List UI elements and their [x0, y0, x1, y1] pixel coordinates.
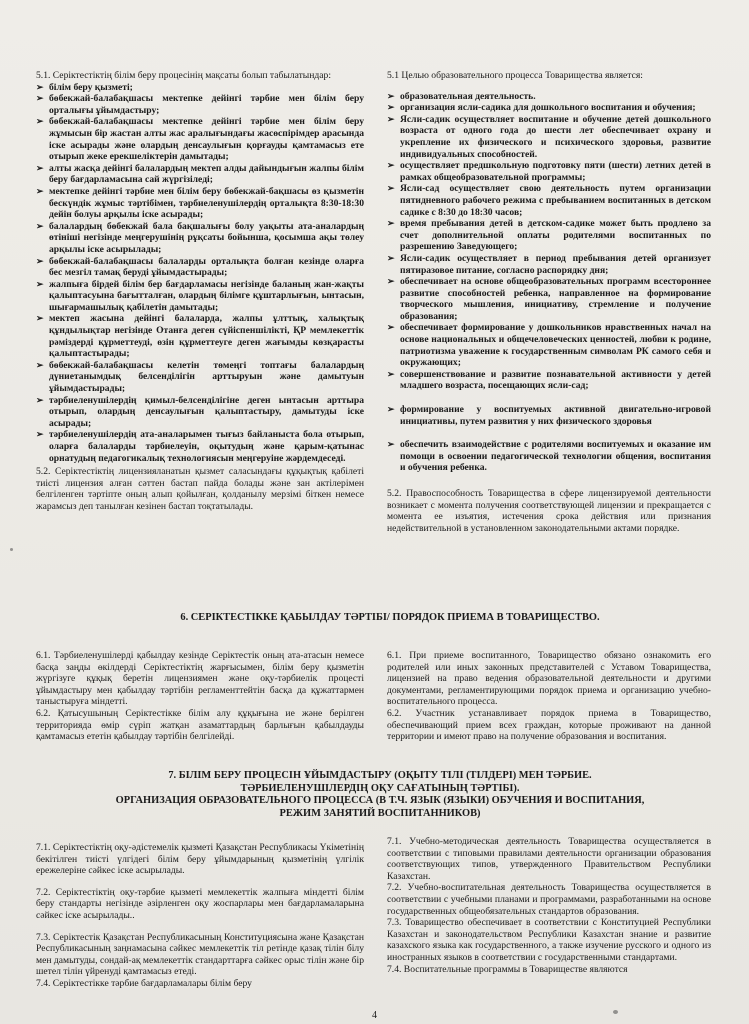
- list-item: ➢ Ясли-сад осуществляет свою деятельность путем организации пятидневного рабочего режима с пребыванием воспитанных в детском садике с 8:30 до 18:30 часов;: [387, 183, 711, 218]
- list-item: ➢ бөбекжай-балабақшасы мектепке дейінгі тәрбие мен білім беру орталығы ұйымдастыру;: [36, 93, 364, 116]
- para-7-3-ru: 7.3. Товарищество обеспечивает в соответствии с Конституцией Республики Казахстан и законодательством Республики Казахстан знание и развитие казахского языка как государственного, а также изучение русского и одного из иностранных языков в соответствии с государственными стандартами.: [387, 917, 711, 963]
- checkmark-bullet-icon: ➢: [36, 93, 44, 104]
- list-item: ➢ обеспечивает на основе общеобразовательных программ всестороннее развитие способностей ребенка, направленное на формирование творческого мышления, инициативу, стремление и получение образования;: [387, 276, 711, 322]
- list-item: ➢ алты жасқа дейінгі балалардың мектеп алды дайындығын жалпы білім беру бағдарламасына сай жүргізіледі;: [36, 162, 364, 186]
- scan-smudge: [10, 548, 13, 551]
- section-5-kz: [36, 70, 364, 513]
- checkmark-bullet-icon: ➢: [387, 252, 395, 263]
- para-7-1-kz: 7.1. Серіктестіктің оқу-әдістемелік қызметі Қазақстан Республикасы Үкіметінің бекітілген тиісті үлгідегі білім беру ұйымдарының қызметінің үлгілік ережелеріне сәйкес іске асырылады.: [36, 842, 364, 877]
- list-item: ➢ мектеп жасына дейінгі балаларда, жалпы ұлттық, халықтық құндылықтар негізінде Отанға деген сүйіспеншілікті, ҚР мемлекеттік рәміздерді құрметтеуді, өзін құрметтеуге деген жағымды көзқарасты қалыптастырады;: [36, 313, 364, 360]
- checkmark-bullet-icon: ➢: [387, 322, 395, 333]
- checkmark-bullet-icon: ➢: [387, 218, 395, 229]
- goals-list-kz: [36, 82, 364, 465]
- scan-smudge: [613, 1010, 618, 1014]
- checkmark-bullet-icon: ➢: [387, 183, 395, 194]
- section-7-kz: [36, 842, 364, 990]
- list-item: ➢ формирование у воспитуемых активной двигательно-игровой инициативы, путем развития у них физического здоровья: [387, 404, 711, 427]
- list-item: ➢ бөбекжай-балабақшасы келетін төмеңгі топтағы балалардың дүниетанымдық белсенділігін арттыруын және дамытуын ұйымдастырады;: [36, 359, 364, 395]
- para-7-2-ru: 7.2. Учебно-воспитательная деятельность Товарищества осуществляется в соответствии с учебными планами и программами, разработанными на основе государственных общеобязательных стандартов образования.: [387, 882, 711, 917]
- section-7-ru: [387, 836, 711, 975]
- section-7-heading-line: РЕЖИМ ЗАНЯТИЙ ВОСПИТАННИКОВ): [279, 807, 481, 819]
- list-item: ➢ жалпыға бірдей білім бер бағдарламасы негізінде баланың жан-жақты қалыптасуына бағытталған, олардың білімге құштарлығын, ынтасын, шығармашылық қабілетін дамытады;: [36, 278, 364, 313]
- para-5-1-kz-intro: 5.1. Серіктестіктің білім беру процесінің мақсаты болып табылатындар:: [36, 70, 331, 81]
- checkmark-bullet-icon: ➢: [387, 276, 395, 287]
- section-6-ru: [387, 650, 711, 743]
- checkmark-bullet-icon: ➢: [387, 90, 395, 101]
- checkmark-bullet-icon: ➢: [36, 255, 44, 266]
- checkmark-bullet-icon: ➢: [36, 81, 44, 92]
- checkmark-bullet-icon: ➢: [36, 429, 44, 440]
- checkmark-bullet-icon: ➢: [36, 313, 44, 324]
- checkmark-bullet-icon: ➢: [36, 162, 44, 173]
- section-7-heading: [60, 770, 700, 820]
- checkmark-bullet-icon: ➢: [387, 160, 395, 171]
- goals-list-ru: [387, 91, 711, 474]
- list-item: ➢ осуществляет предшкольную подготовку пяти (шести) летних детей в рамках общеобразовательной программы;: [387, 160, 711, 183]
- section-7-heading-line: 7. БІЛІМ БЕРУ ПРОЦЕСІН ҰЙЫМДАСТЫРУ (ОҚЫТУ ТІЛІ (ТІЛДЕРІ) МЕН ТӘРБИЕ.: [168, 770, 592, 781]
- checkmark-bullet-icon: ➢: [36, 220, 44, 231]
- checkmark-bullet-icon: ➢: [36, 278, 44, 289]
- para-6-1-ru: 6.1. При приеме воспитанного, Товарищество обязано ознакомить его родителей или иных законных представителей с Уставом Товарищества, лицензией на право ведения образовательной деятельности и другими документами, регламентирующими порядок приема и организацию учебно-воспитательного процесса.: [387, 650, 711, 708]
- checkmark-bullet-icon: ➢: [387, 102, 395, 113]
- list-item: ➢ тәрбиеленушілердің қимыл-белсенділігіне деген ынтасын арттыра отырып, олардың денсаулығын қалыптастыру, дамытуды іске асырады;: [36, 394, 364, 429]
- section-6-kz: [36, 650, 364, 743]
- para-6-2-ru: 6.2. Участник устанавливает порядок приема в Товарищество, обеспечивающий прием всех граждан, которые проживают на данной территории и имеют право на получение образования и воспитания.: [387, 707, 711, 743]
- para-6-1-kz: 6.1. Тәрбиеленушілерді қабылдау кезінде Серіктестік оның ата-атасын немесе басқа заңды өкілдерді Серіктестіктің жарғысымен, білім беру қызметін жүргізуге құқық беретін лицензиямен және оқу-тәрбиелік процесті ұйымдастыру мен қабылдау тәртібін регламенттейтін басқа да құжаттармен таныстыруға міндетті.: [36, 650, 364, 708]
- checkmark-bullet-icon: ➢: [387, 439, 395, 450]
- list-item: ➢ Ясли-садик осуществляет воспитание и обучение детей дошкольного возраста от одного года до шести лет обеспечивает охрану и укрепление их физического и психического здоровья, развитие индивидуальных способностей.: [387, 113, 711, 160]
- para-6-2-kz: 6.2. Қатысушының Серіктестікке білім алу құқығына ие және берілген территорияда өмір сүріп жатқан азаматтардың барлығын қабылдауды қамтамасыз ететін қабылдау тәртібін белгілейді.: [36, 707, 364, 743]
- list-item: ➢ время пребывания детей в детском-садике может быть продлено за счет дополнительной оплаты родителями воспитанных по разрешению Заведующего;: [387, 218, 711, 253]
- para-5-2-ru: 5.2. Правоспособность Товарищества в сфере лицензируемой деятельности возникает с момента получения соответствующей лицензии и прекращается с момента ее изъятия, истечения срока действия или признания недействительной в установленном законодательными актами порядке.: [387, 488, 711, 534]
- list-item: ➢ мектепке дейінгі тәрбие мен білім беру бөбекжай-бақшасы өз қызметін бескүндік жұмыс тәртібімен, тәрбиеленушілердің орталықта 8:30-18:30 дейін болуы арқылы іске асырады;: [36, 185, 364, 221]
- checkmark-bullet-icon: ➢: [387, 113, 395, 124]
- page-number: 4: [372, 1010, 377, 1021]
- checkmark-bullet-icon: ➢: [36, 116, 44, 127]
- list-item: ➢ образовательная деятельность.: [387, 90, 536, 102]
- list-item: ➢ бөбекжай-балабақшасы балаларды орталықта болған кезінде оларға бес мезгіл тамақ беруді ұйымдастырады;: [36, 255, 364, 279]
- checkmark-bullet-icon: ➢: [387, 368, 395, 379]
- list-item: ➢ бөбекжай-балабақшасы мектепке дейінгі тәрбие мен білім беру жұмысын бір жастан алты жас аралығындағы жасөспірімдер арасында іске асырады және олардың денсаулығын қорғауды қамтамасыз ете отырып жеке ерекшеліктерін дамытады;: [36, 116, 364, 163]
- section-7-heading-line: ТӘРБИЕЛЕНУШІЛЕРДІҢ ОҚУ САҒАТЫНЫҢ ТӘРТІБІ).: [240, 782, 520, 794]
- section-6-heading: 6. СЕРІКТЕСТІККЕ ҚАБЫЛДАУ ТӘРТІБІ/ ПОРЯДОК ПРИЕМА В ТОВАРИЩЕСТВО.: [180, 612, 600, 623]
- section-5-ru: [387, 70, 711, 534]
- para-7-4-ru: 7.4. Воспитательные программы в Товариществе являются: [387, 963, 628, 975]
- list-item: ➢ Ясли-садик осуществляет в период пребывания детей организует пятиразовое питание, согласно распорядку дня;: [387, 252, 711, 276]
- para-5-1-ru-intro: 5.1 Целью образовательного процесса Товарищества является:: [387, 70, 643, 81]
- para-7-1-ru: 7.1. Учебно-методическая деятельность Товарищества осуществляется в соответствии с типовыми правилами деятельности организации образования соответствующих типов, утвержденного Правительством Республики Казахстан.: [387, 836, 711, 882]
- checkmark-bullet-icon: ➢: [387, 404, 395, 415]
- list-item: ➢ обеспечить взаимодействие с родителями воспитуемых и оказание им помощи в освоении педагогической технологии общения, воспитания и обучения ребенка.: [387, 439, 711, 474]
- list-item: ➢ обеспечивает формирование у дошкольников нравственных начал на основе национальных и общечеловеческих ценностей, любви к родине, патриотизма уважение к государственным символам РК самого себя и окружающих;: [387, 322, 711, 369]
- list-item: ➢ совершенствование и развитие познавательной активности у детей младшего возраста, посещающих ясли-сад;: [387, 368, 711, 392]
- para-7-3-kz: 7.3. Серіктестік Қазақстан Республикасының Конституциясына және Қазақстан Республикасының заңнамасына сәйкес мемлекеттік тіл ретінде қазақ тілін білу мен дамытуды, сондай-ақ мемлекеттік стандарттарға сәйкес орыс тілін және бір шетел тілін үйренуді қамтамасыз етеді.: [36, 931, 364, 978]
- checkmark-bullet-icon: ➢: [36, 394, 44, 405]
- list-item: ➢ организация ясли-садика для дошкольного воспитания и обучения;: [387, 102, 696, 114]
- checkmark-bullet-icon: ➢: [36, 359, 44, 370]
- section-7-heading-line: ОРГАНИЗАЦИЯ ОБРАЗОВАТЕЛЬНОГО ПРОЦЕССА (В Т.Ч. ЯЗЫК (ЯЗЫКИ) ОБУЧЕНИЯ И ВОСПИТАНИЯ,: [115, 795, 645, 807]
- list-item: ➢ білім беру қызметі;: [36, 81, 133, 93]
- para-7-2-kz: 7.2. Серіктестіктің оқу-тәрбие қызметі мемлекеттік жалпыға міндетті білім беру стандарты негізінде әзірленген оқу жоспарлары мен бағдарламаларына сәйкес іске асырылады..: [36, 886, 364, 921]
- para-7-4-kz: 7.4. Серіктестікке тәрбие бағдарламалары білім беру: [36, 977, 252, 989]
- list-item: ➢ балалардың бөбекжай бала бақшалығы болу уақыты ата-аналардың өтініші негізінде меңгерушінің рұқсаты бойынша, қосымша ақы төлеу арқылы іске асырылады;: [36, 220, 364, 255]
- list-item: ➢ тәрбиеленушілердің ата-аналарымен тығыз байланыста бола отырып, оларға балаларды тәрбиелеуін, оқытудың және қарым-қатынас орнатудың педагогикалық технологиясын меңгеруіне жәрдемдеседі.: [36, 429, 364, 464]
- para-5-2-kz: 5.2. Серіктестіктің лицензияланатын қызмет саласындағы құқықтық қабілеті тиісті лицензия алған сәттен бастап пайда болады және зан актілерімен белгіленген тәртіпте оның алып қойылған, қолданылу мерзімі біткен немесе жарамсыз деп танылған кезінен бастап тоқтатылады.: [36, 466, 364, 512]
- checkmark-bullet-icon: ➢: [36, 185, 44, 196]
